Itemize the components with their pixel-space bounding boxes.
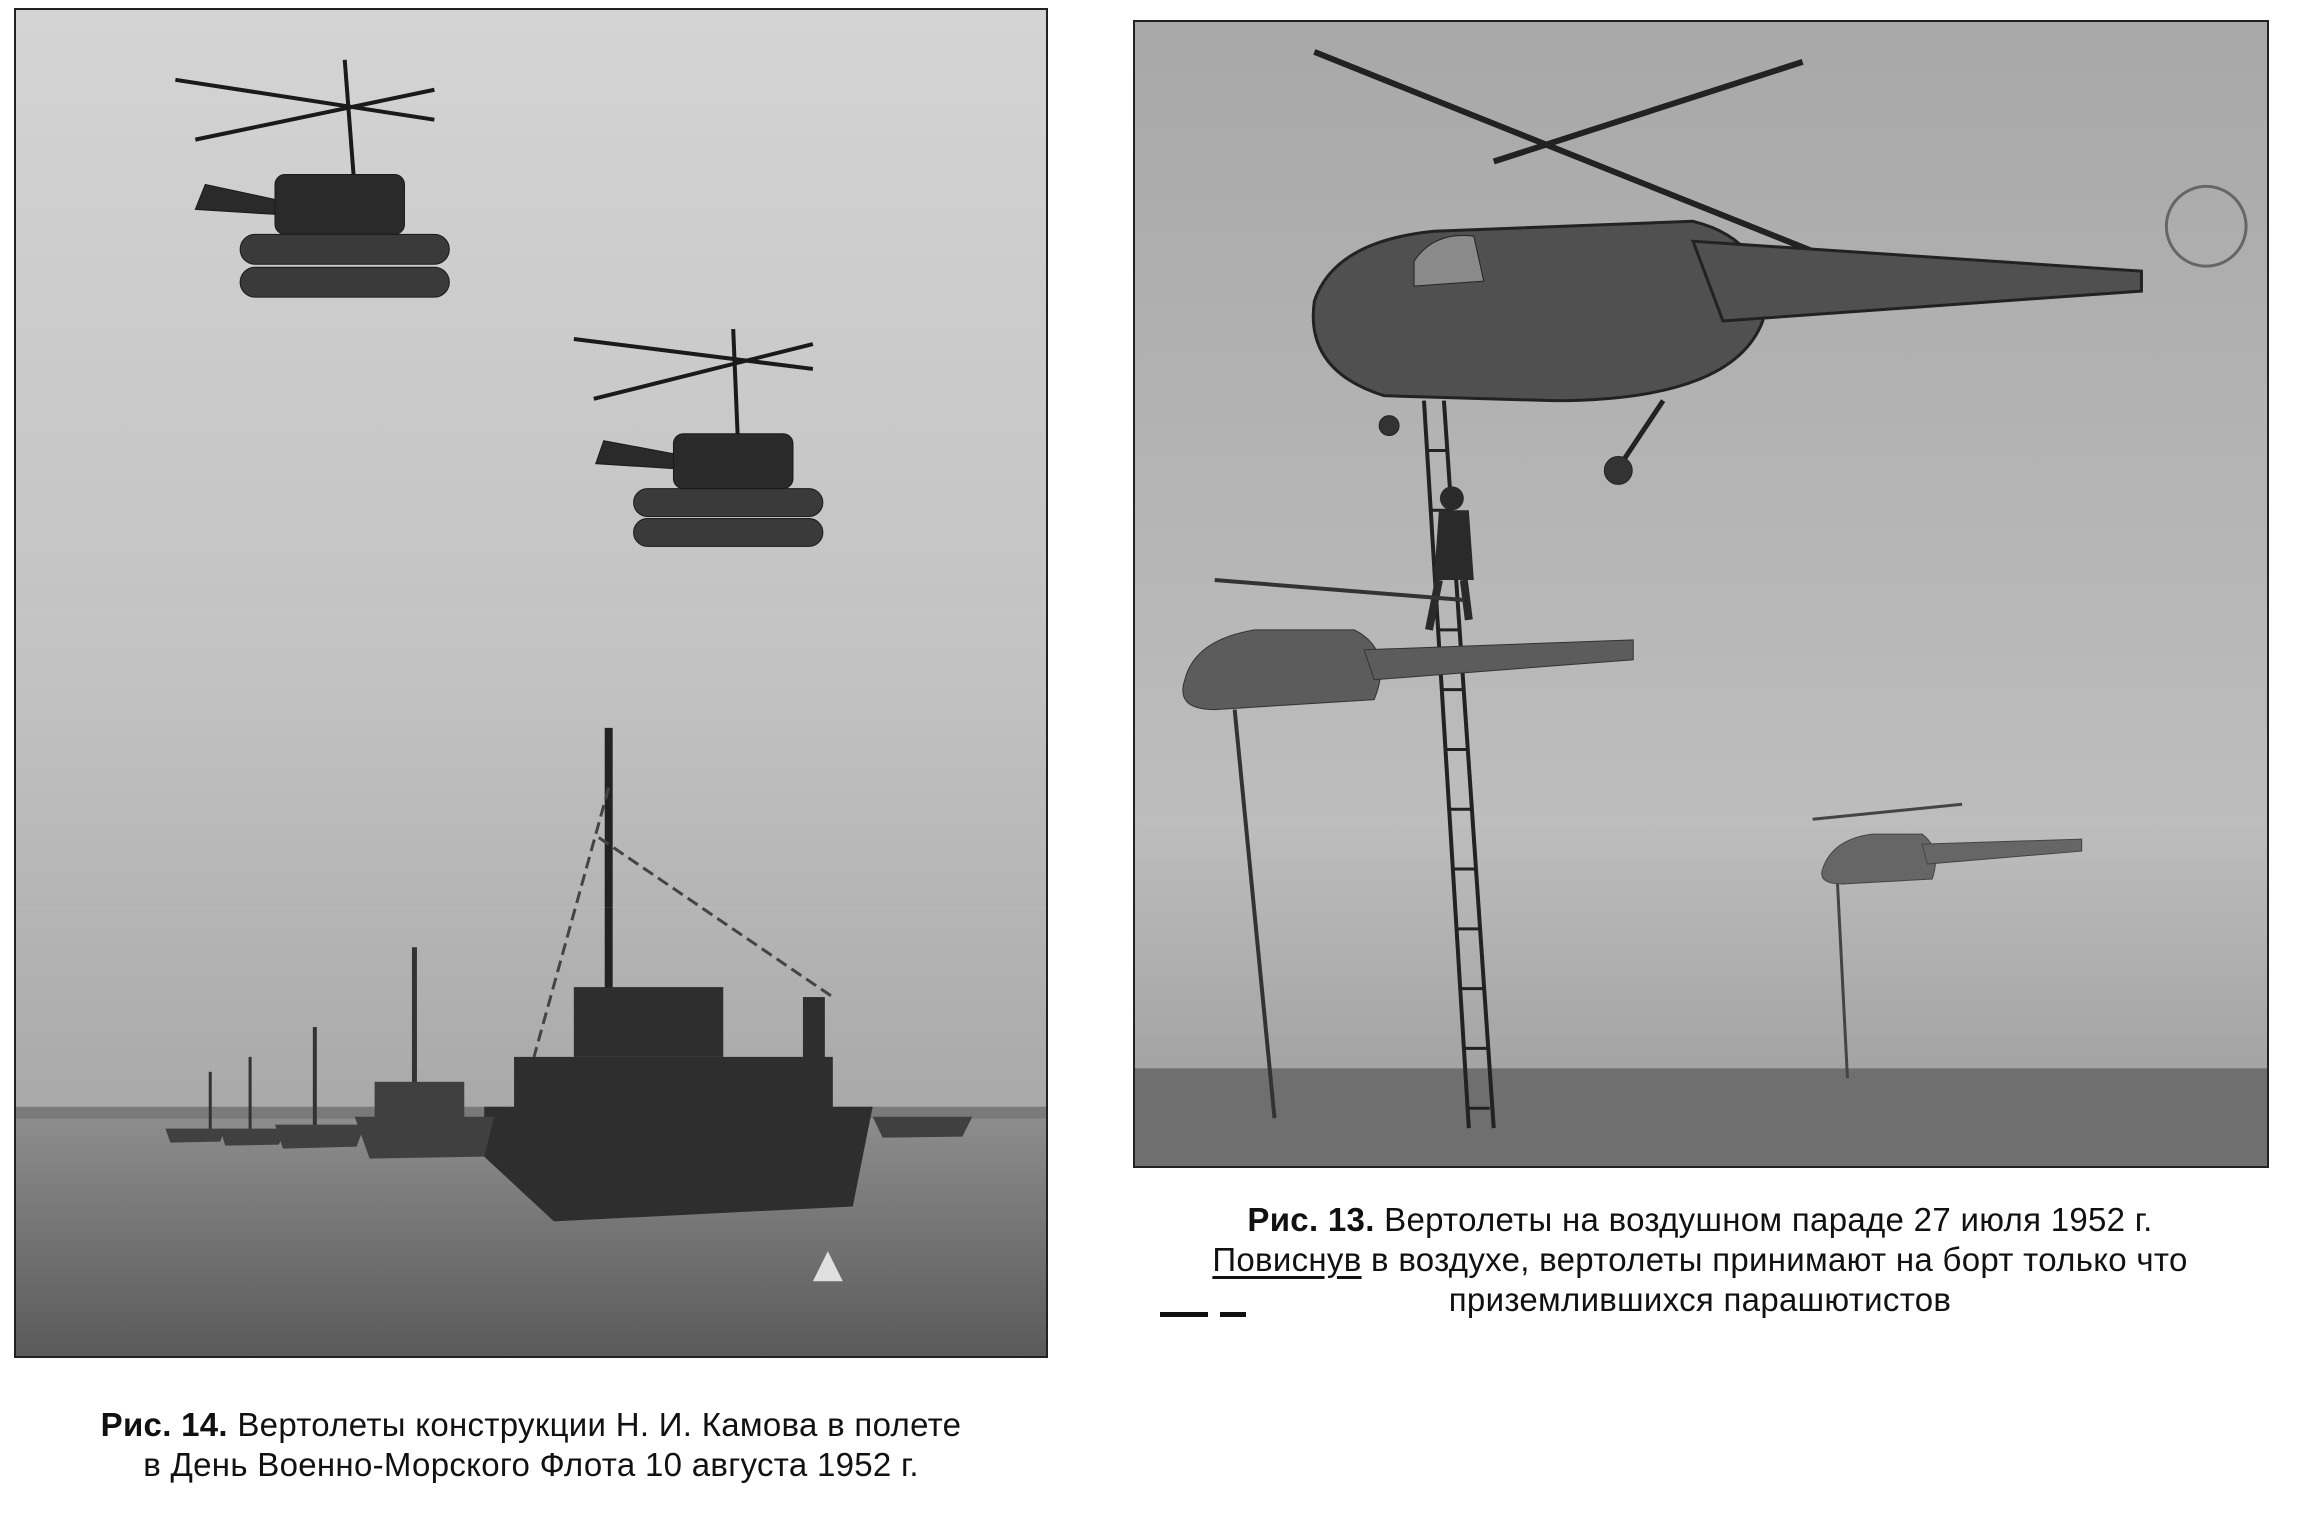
figure-13-caption [1100,1200,2300,1320]
figure-14-caption-line1 [14,1405,1048,1445]
figure-14-caption-text1: Вертолеты конструкции Н. И. Камова в полете [237,1406,962,1443]
figure-13-caption-line3: приземлившихся парашютистов [1448,1281,1952,1318]
figure-14-caption-line2: в День Военно-Морского Флота 10 августа 1952 г. [143,1446,919,1483]
figure-14-number: Рис. 14. [100,1406,228,1443]
figure-14-photo [14,8,1048,1358]
figure-13-caption-word-povisnuv: Повиснув [1212,1241,1362,1278]
figure-13-caption-line1 [1100,1200,2300,1240]
helicopters-with-ladders-image [1135,22,2267,1166]
kamov-helicopters-over-ships-image [16,10,1046,1356]
print-mark-2 [1220,1312,1246,1317]
figure-13-photo [1133,20,2269,1168]
print-mark-1 [1160,1312,1208,1317]
figure-13-caption-text2: в воздухе, вертолеты принимают на борт только что [1361,1241,2188,1278]
figure-13-number: Рис. 13. [1247,1201,1375,1238]
figure-13-caption-text1: Вертолеты на воздушном параде 27 июля 1952 г. [1384,1201,2153,1238]
figure-13-caption-line2 [1100,1240,2300,1280]
figure-14-caption [14,1405,1048,1485]
